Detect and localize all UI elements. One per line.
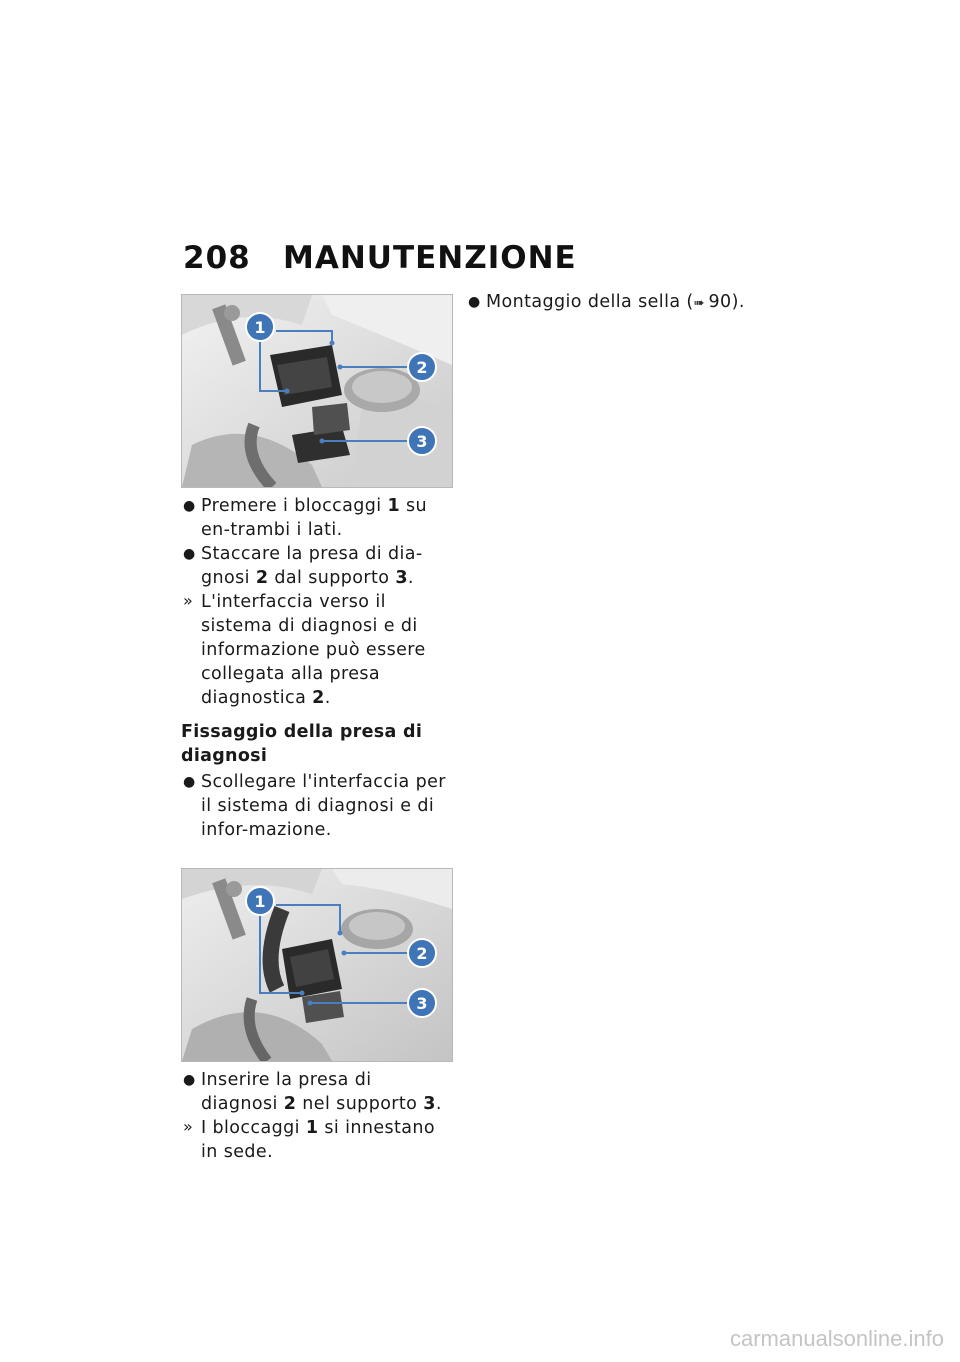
section-heading: Fissaggio della presa di diagnosi <box>181 722 423 766</box>
list-item: ● Montaggio della sella (➠ 90). <box>468 292 745 312</box>
final-steps <box>466 290 766 316</box>
page-title: MANUTENZIONE <box>283 240 577 276</box>
callout-2 <box>408 939 436 967</box>
bullet-marker: ● <box>183 498 196 514</box>
photo-illustration-2 <box>182 869 452 1061</box>
svg-text:3: 3 <box>416 994 428 1013</box>
insertion-steps <box>181 1068 453 1164</box>
photo-illustration-1 <box>182 295 452 487</box>
result-item: » L'interfaccia verso il sistema di diagnosi e di informazione può essere collegata alla presa diagnostica 2. <box>183 591 426 708</box>
list-item: ● Staccare la presa di dia-gnosi 2 dal supporto 3. <box>183 544 423 588</box>
page-header <box>183 240 577 276</box>
callout-3 <box>408 427 436 455</box>
list-item: ● Inserire la presa di diagnosi 2 nel supporto 3. <box>183 1070 442 1114</box>
callout-3 <box>408 989 436 1017</box>
result-marker: » <box>183 1117 194 1136</box>
page-reference-arrow-icon: ➠ <box>693 296 703 311</box>
page-number: 208 <box>183 240 251 276</box>
bullet-marker: ● <box>183 1072 196 1088</box>
bullet-marker: ● <box>183 546 196 562</box>
callout-1 <box>246 313 274 341</box>
right-column <box>466 290 766 316</box>
bullet-marker: ● <box>468 294 481 310</box>
list-item: ● Premere i bloccaggi 1 su en-trambi i lati. <box>183 496 428 540</box>
list-item: ● Scollegare l'interfaccia per il sistema di diagnosi e di infor-mazione. <box>183 772 446 840</box>
page-reference-link[interactable]: 90 <box>708 292 732 312</box>
callout-1 <box>246 887 274 915</box>
svg-text:1: 1 <box>254 892 266 911</box>
figure-diagnostic-socket-removal <box>181 294 453 488</box>
left-column <box>181 294 453 1164</box>
watermark: carmanualsonline.info <box>729 1326 944 1351</box>
svg-text:2: 2 <box>416 358 428 377</box>
section-steps <box>181 770 453 842</box>
result-marker: » <box>183 591 194 610</box>
result-item: » I bloccaggi 1 si innestano in sede. <box>183 1117 436 1162</box>
bullet-marker: ● <box>183 774 196 790</box>
svg-text:1: 1 <box>254 318 266 337</box>
callout-2 <box>408 353 436 381</box>
figure-diagnostic-socket-insertion <box>181 868 453 1062</box>
svg-text:3: 3 <box>416 432 428 451</box>
svg-text:2: 2 <box>416 944 428 963</box>
removal-steps <box>181 494 453 710</box>
